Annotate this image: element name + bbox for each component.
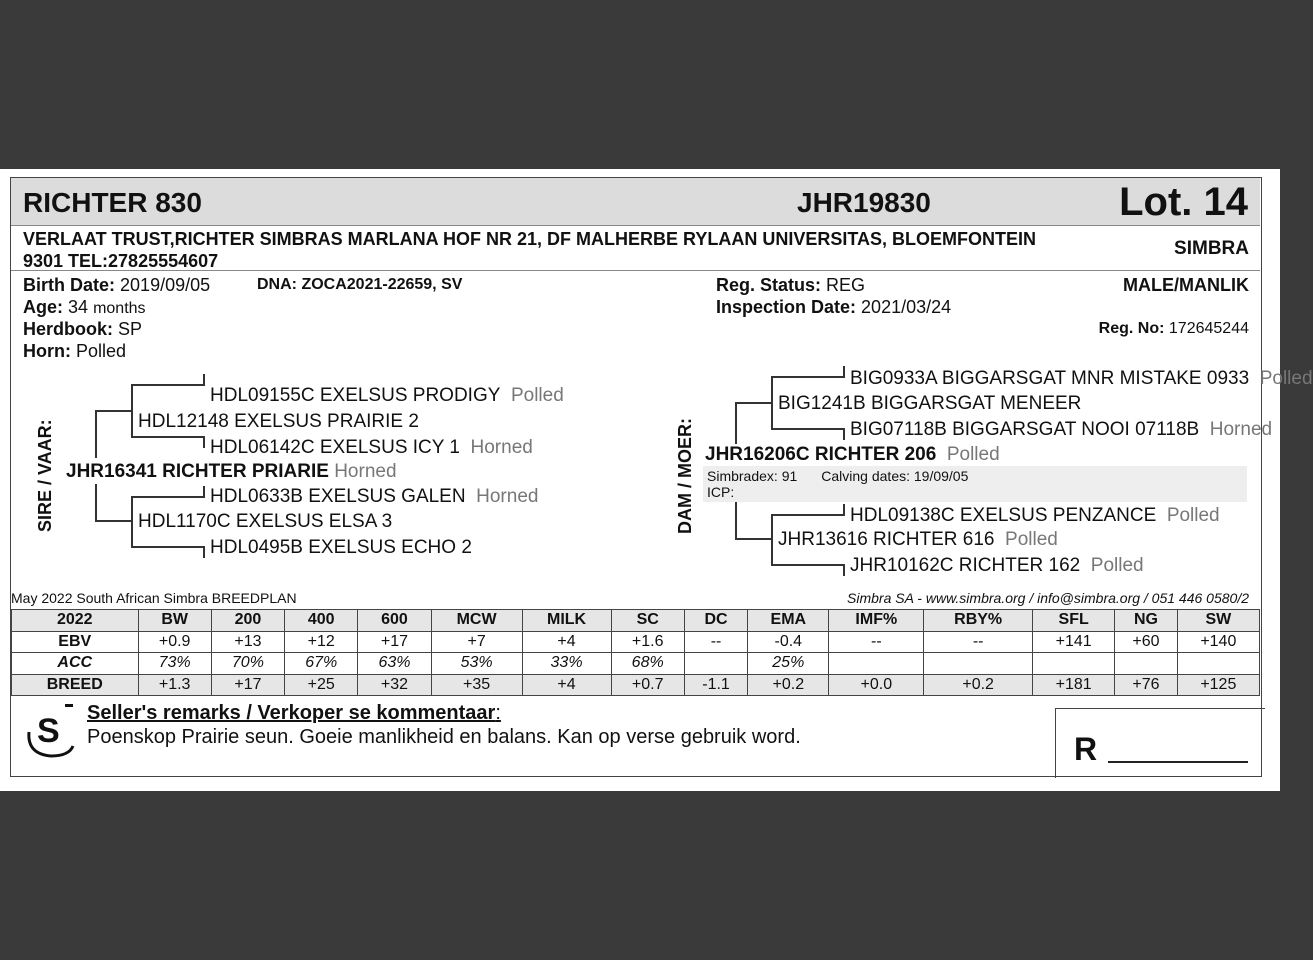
horn [23, 340, 126, 362]
table-cell: +140 [1177, 631, 1259, 653]
sire-main [66, 461, 397, 483]
pedigree-name: BIG07118B BIGGARSGAT NOOI 07118B [850, 419, 1200, 440]
breed-label: SIMBRA [1174, 238, 1249, 259]
table-cell: 70% [211, 653, 284, 675]
table-cell: +7 [431, 631, 522, 653]
horn-status: Polled [1259, 368, 1313, 389]
horn-status: Horned [1209, 419, 1273, 440]
table-header-row [12, 610, 1260, 632]
tree-line [735, 538, 771, 540]
table-header: 400 [285, 610, 358, 632]
sire-sire-dam [210, 437, 533, 459]
lot-number: Lot. 14 [1119, 180, 1248, 224]
table-cell: -- [684, 631, 747, 653]
reg-number-value: 172645244 [1168, 320, 1249, 337]
tree-line [771, 514, 845, 516]
tree-line [735, 502, 737, 538]
sire-sire: HDL12148 EXELSUS PRAIRIE 2 [138, 411, 419, 432]
dam-main [705, 444, 1000, 466]
divider [11, 270, 1260, 271]
horn-status: Polled [946, 444, 1000, 465]
tree-line [131, 496, 133, 546]
table-cell: +13 [211, 631, 284, 653]
table-header: SC [611, 610, 684, 632]
breedplan-footer: May 2022 South African Simbra BREEDPLAN [11, 590, 297, 606]
tree-line [95, 520, 131, 522]
tree-line [771, 428, 845, 430]
table-cell: +12 [285, 631, 358, 653]
table-cell: ACC [12, 653, 139, 675]
pedigree-name: JHR10162C RICHTER 162 [850, 555, 1081, 576]
table-header: SW [1177, 610, 1259, 632]
horn-value: Polled [76, 341, 127, 361]
tree-line [131, 436, 205, 438]
tree-line [131, 384, 133, 436]
dna-info: DNA: ZOCA2021-22659, SV [257, 276, 463, 293]
header-bar [11, 178, 1260, 226]
pedigree-name: JHR16206C RICHTER 206 [705, 444, 937, 465]
table-row [12, 631, 1260, 653]
table-cell: 67% [285, 653, 358, 675]
simbradex-box [703, 466, 1247, 502]
tree-line [843, 366, 845, 378]
remarks-colon: : [495, 702, 501, 724]
reg-status-value: REG [826, 275, 866, 295]
table-cell: 53% [431, 653, 522, 675]
lot-card [10, 177, 1313, 777]
dam-sire: BIG1241B BIGGARSGAT MENEER [778, 393, 1082, 414]
dam-sire-sire [850, 368, 1313, 390]
table-header: MILK [522, 610, 611, 632]
table-cell: +0.7 [611, 674, 684, 696]
horn-label: Horn: [23, 341, 71, 361]
table-cell: +4 [522, 674, 611, 696]
contact-footer: Simbra SA - www.simbra.org / info@simbra.org / 051 446 0580/2 [847, 590, 1249, 606]
reg-status-label: Reg. Status: [716, 275, 822, 295]
simbra-logo-icon [21, 698, 79, 762]
reg-status [716, 274, 865, 296]
table-cell: +32 [358, 674, 431, 696]
table-cell: 68% [611, 653, 684, 675]
table-cell: 73% [138, 653, 211, 675]
table-cell [1115, 653, 1177, 675]
inspection-date-label: Inspection Date: [716, 297, 857, 317]
animal-name: RICHTER 830 [23, 187, 202, 218]
pedigree-name: HDL09155C EXELSUS PRODIGY [210, 385, 501, 406]
tree-line [843, 564, 845, 576]
table-cell: +141 [1033, 631, 1115, 653]
table-cell: BREED [12, 674, 139, 696]
tree-line [95, 410, 97, 458]
table-header: RBY% [924, 610, 1033, 632]
table-row [12, 674, 1260, 696]
table-header: MCW [431, 610, 522, 632]
table-cell: 25% [748, 653, 829, 675]
dam-sire-dam [850, 419, 1272, 441]
price-line [1108, 761, 1248, 763]
table-cell: -1.1 [684, 674, 747, 696]
table-row [12, 653, 1260, 675]
animal-code: JHR19830 [797, 187, 931, 218]
reg-number [1099, 318, 1249, 340]
tree-line [131, 496, 205, 498]
sex: MALE/MANLIK [1123, 275, 1249, 295]
table-cell: 63% [358, 653, 431, 675]
tree-line [203, 486, 205, 498]
price-box [1055, 708, 1265, 778]
table-cell [829, 653, 924, 675]
price-currency: R [1074, 731, 1098, 767]
table-cell: +4 [522, 631, 611, 653]
table-cell: +1.3 [138, 674, 211, 696]
sire-label: SIRE / VAAR: [35, 419, 55, 532]
tree-line [735, 402, 737, 444]
sire-dam: HDL1170C EXELSUS ELSA 3 [138, 511, 393, 532]
table-header: 200 [211, 610, 284, 632]
table-cell: +125 [1177, 674, 1259, 696]
horn-status: Horned [470, 437, 533, 458]
pedigree-name: HDL0633B EXELSUS GALEN [210, 486, 466, 507]
table-cell: +17 [211, 674, 284, 696]
horn-status: Horned [334, 461, 397, 482]
pedigree-name: HDL09138C EXELSUS PENZANCE [850, 505, 1157, 526]
table-header: BW [138, 610, 211, 632]
herdbook-value: SP [118, 319, 143, 339]
pedigree-name: JHR16341 RICHTER PRIARIE [66, 461, 329, 482]
table-cell [924, 653, 1033, 675]
table-cell: +0.2 [748, 674, 829, 696]
age-label: Age: [23, 297, 63, 317]
table-cell: +0.2 [924, 674, 1033, 696]
table-cell [1177, 653, 1259, 675]
horn-status: Polled [1005, 529, 1058, 550]
tree-line [95, 484, 97, 520]
horn-status: Polled [1090, 555, 1144, 576]
tree-line [771, 564, 845, 566]
table-header: NG [1115, 610, 1177, 632]
table-header: DC [684, 610, 747, 632]
age-unit: months [93, 300, 146, 317]
table-cell: +25 [285, 674, 358, 696]
tree-line [771, 514, 773, 564]
birth-date-value: 2019/09/05 [120, 275, 211, 295]
table-cell: +1.6 [611, 631, 684, 653]
table-cell: +0.0 [829, 674, 924, 696]
horn-status: Polled [1166, 505, 1220, 526]
ebv-table [11, 609, 1260, 696]
sire-dam-dam: HDL0495B EXELSUS ECHO 2 [210, 537, 472, 558]
table-cell: +181 [1033, 674, 1115, 696]
inspection-date [716, 296, 951, 318]
sire-sire-sire [210, 385, 564, 407]
birth-date-label: Birth Date: [23, 275, 116, 295]
table-cell [1033, 653, 1115, 675]
tree-line [771, 376, 773, 428]
table-header: EMA [748, 610, 829, 632]
table-cell [684, 653, 747, 675]
tree-line [95, 410, 131, 412]
remarks-title-text: Seller's remarks / Verkoper se kommentaar [87, 702, 496, 724]
tree-line [203, 436, 205, 448]
reg-number-label: Reg. No: [1098, 320, 1165, 337]
table-cell: -- [924, 631, 1033, 653]
pedigree-name: BIG0933A BIGGARSGAT MNR MISTAKE 0933 [850, 368, 1250, 389]
remarks-title [87, 702, 501, 725]
calving-dates: Calving dates: 19/09/05 [821, 468, 969, 484]
inspection-date-value: 2021/03/24 [861, 297, 952, 317]
owner-line-1: VERLAAT TRUST,RICHTER SIMBRAS MARLANA HOF NR 21, DF MALHERBE RYLAAN UNIVERSITAS, BLOEMFONTEIN [23, 229, 1037, 249]
table-cell: EBV [12, 631, 139, 653]
sire-dam-sire [210, 486, 538, 508]
table-header: SFL [1033, 610, 1115, 632]
remarks-text: Poenskop Prairie seun. Goeie manlikheid en balans. Kan op verse gebruik word. [87, 726, 801, 748]
table-cell: 33% [522, 653, 611, 675]
tree-line [203, 374, 205, 386]
tree-line [771, 376, 845, 378]
simbradex: Simbradex: 91 [707, 468, 798, 484]
tree-line [131, 546, 205, 548]
icp: ICP: [707, 484, 735, 500]
dam-label: DAM / MOER: [675, 418, 695, 534]
age [23, 296, 146, 320]
pedigree-name: JHR13616 RICHTER 616 [778, 529, 995, 550]
table-header: 2022 [12, 610, 139, 632]
herdbook [23, 318, 142, 340]
table-cell: +76 [1115, 674, 1177, 696]
tree-line [843, 504, 845, 516]
age-value: 34 [68, 297, 89, 317]
svg-text:S: S [37, 712, 60, 750]
table-cell: +60 [1115, 631, 1177, 653]
pedigree-name: HDL06142C EXELSUS ICY 1 [210, 437, 460, 458]
table-cell: -0.4 [748, 631, 829, 653]
table-header: 600 [358, 610, 431, 632]
dam-dam-sire [850, 505, 1220, 527]
owner-line-2: 9301 TEL:27825554607 [23, 251, 219, 271]
table-cell: -- [829, 631, 924, 653]
table-cell: +35 [431, 674, 522, 696]
birth-date [23, 274, 210, 296]
owner-address [23, 228, 1123, 272]
table-header: IMF% [829, 610, 924, 632]
lot-sheet [0, 169, 1313, 791]
dam-dam-dam [850, 555, 1144, 577]
tree-line [131, 384, 205, 386]
table-cell: +0.9 [138, 631, 211, 653]
dam-dam [778, 529, 1058, 551]
table-cell: +17 [358, 631, 431, 653]
horn-status: Polled [510, 385, 564, 406]
tree-line [735, 402, 771, 404]
herdbook-label: Herdbook: [23, 319, 113, 339]
horn-status: Horned [476, 486, 539, 507]
tree-line [203, 546, 205, 558]
tree-line [843, 428, 845, 440]
